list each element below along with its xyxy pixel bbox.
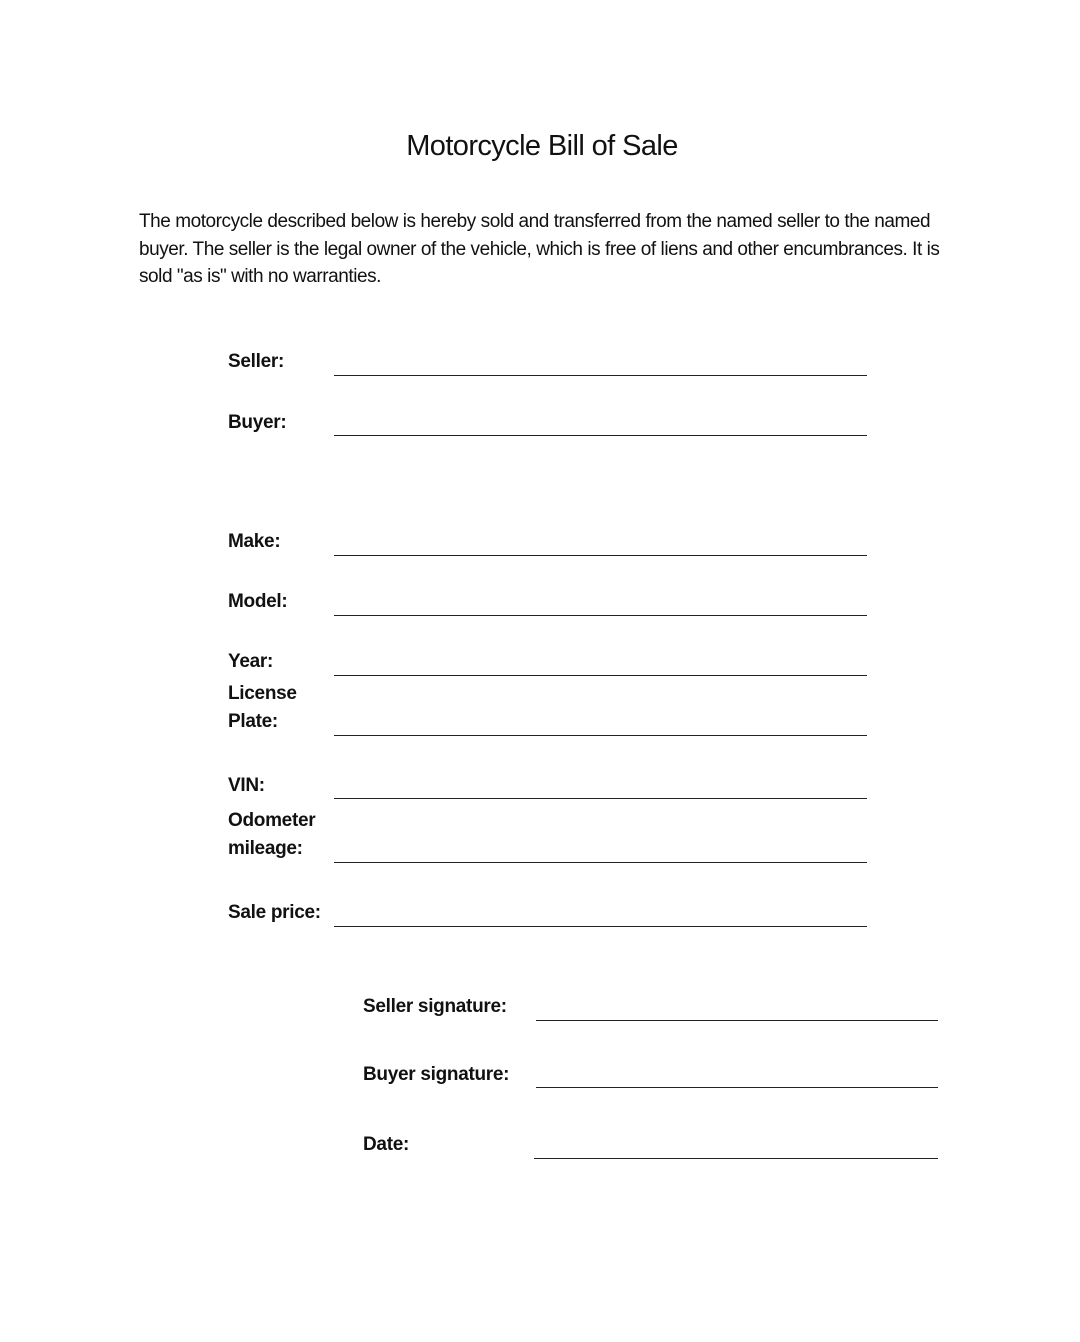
- buyer-field[interactable]: [334, 435, 867, 436]
- document-title: Motorcycle Bill of Sale: [406, 130, 678, 162]
- seller-signature-label: Seller signature:: [363, 996, 507, 1017]
- sale-price-label: Sale price:: [228, 902, 321, 923]
- intro-paragraph: The motorcycle described below is hereby sold and transferred from the named seller to the named buyer. The seller is the legal owner of the vehicle, which is free of liens and other encumbrances. It is sold "as is" with no warranties.: [139, 211, 940, 287]
- vin-label: VIN:: [228, 775, 265, 796]
- date-field[interactable]: [534, 1158, 938, 1159]
- seller-field[interactable]: [334, 375, 867, 376]
- license-plate-field[interactable]: [334, 735, 867, 736]
- buyer-label: Buyer:: [228, 412, 287, 433]
- sale-price-field[interactable]: [334, 926, 867, 927]
- model-field[interactable]: [334, 615, 867, 616]
- seller-signature-field[interactable]: [536, 1020, 938, 1021]
- seller-label: Seller:: [228, 351, 284, 372]
- date-label: Date:: [363, 1134, 410, 1155]
- buyer-signature-label: Buyer signature:: [363, 1064, 510, 1085]
- year-field[interactable]: [334, 675, 867, 676]
- year-label: Year:: [228, 651, 273, 672]
- buyer-signature-field[interactable]: [536, 1087, 938, 1088]
- make-field[interactable]: [334, 555, 867, 556]
- model-label: Model:: [228, 591, 288, 612]
- license-plate-label: License Plate:: [228, 683, 297, 732]
- odometer-field[interactable]: [334, 862, 867, 863]
- vin-field[interactable]: [334, 798, 867, 799]
- odometer-label: Odometer mileage:: [228, 810, 316, 859]
- make-label: Make:: [228, 531, 281, 552]
